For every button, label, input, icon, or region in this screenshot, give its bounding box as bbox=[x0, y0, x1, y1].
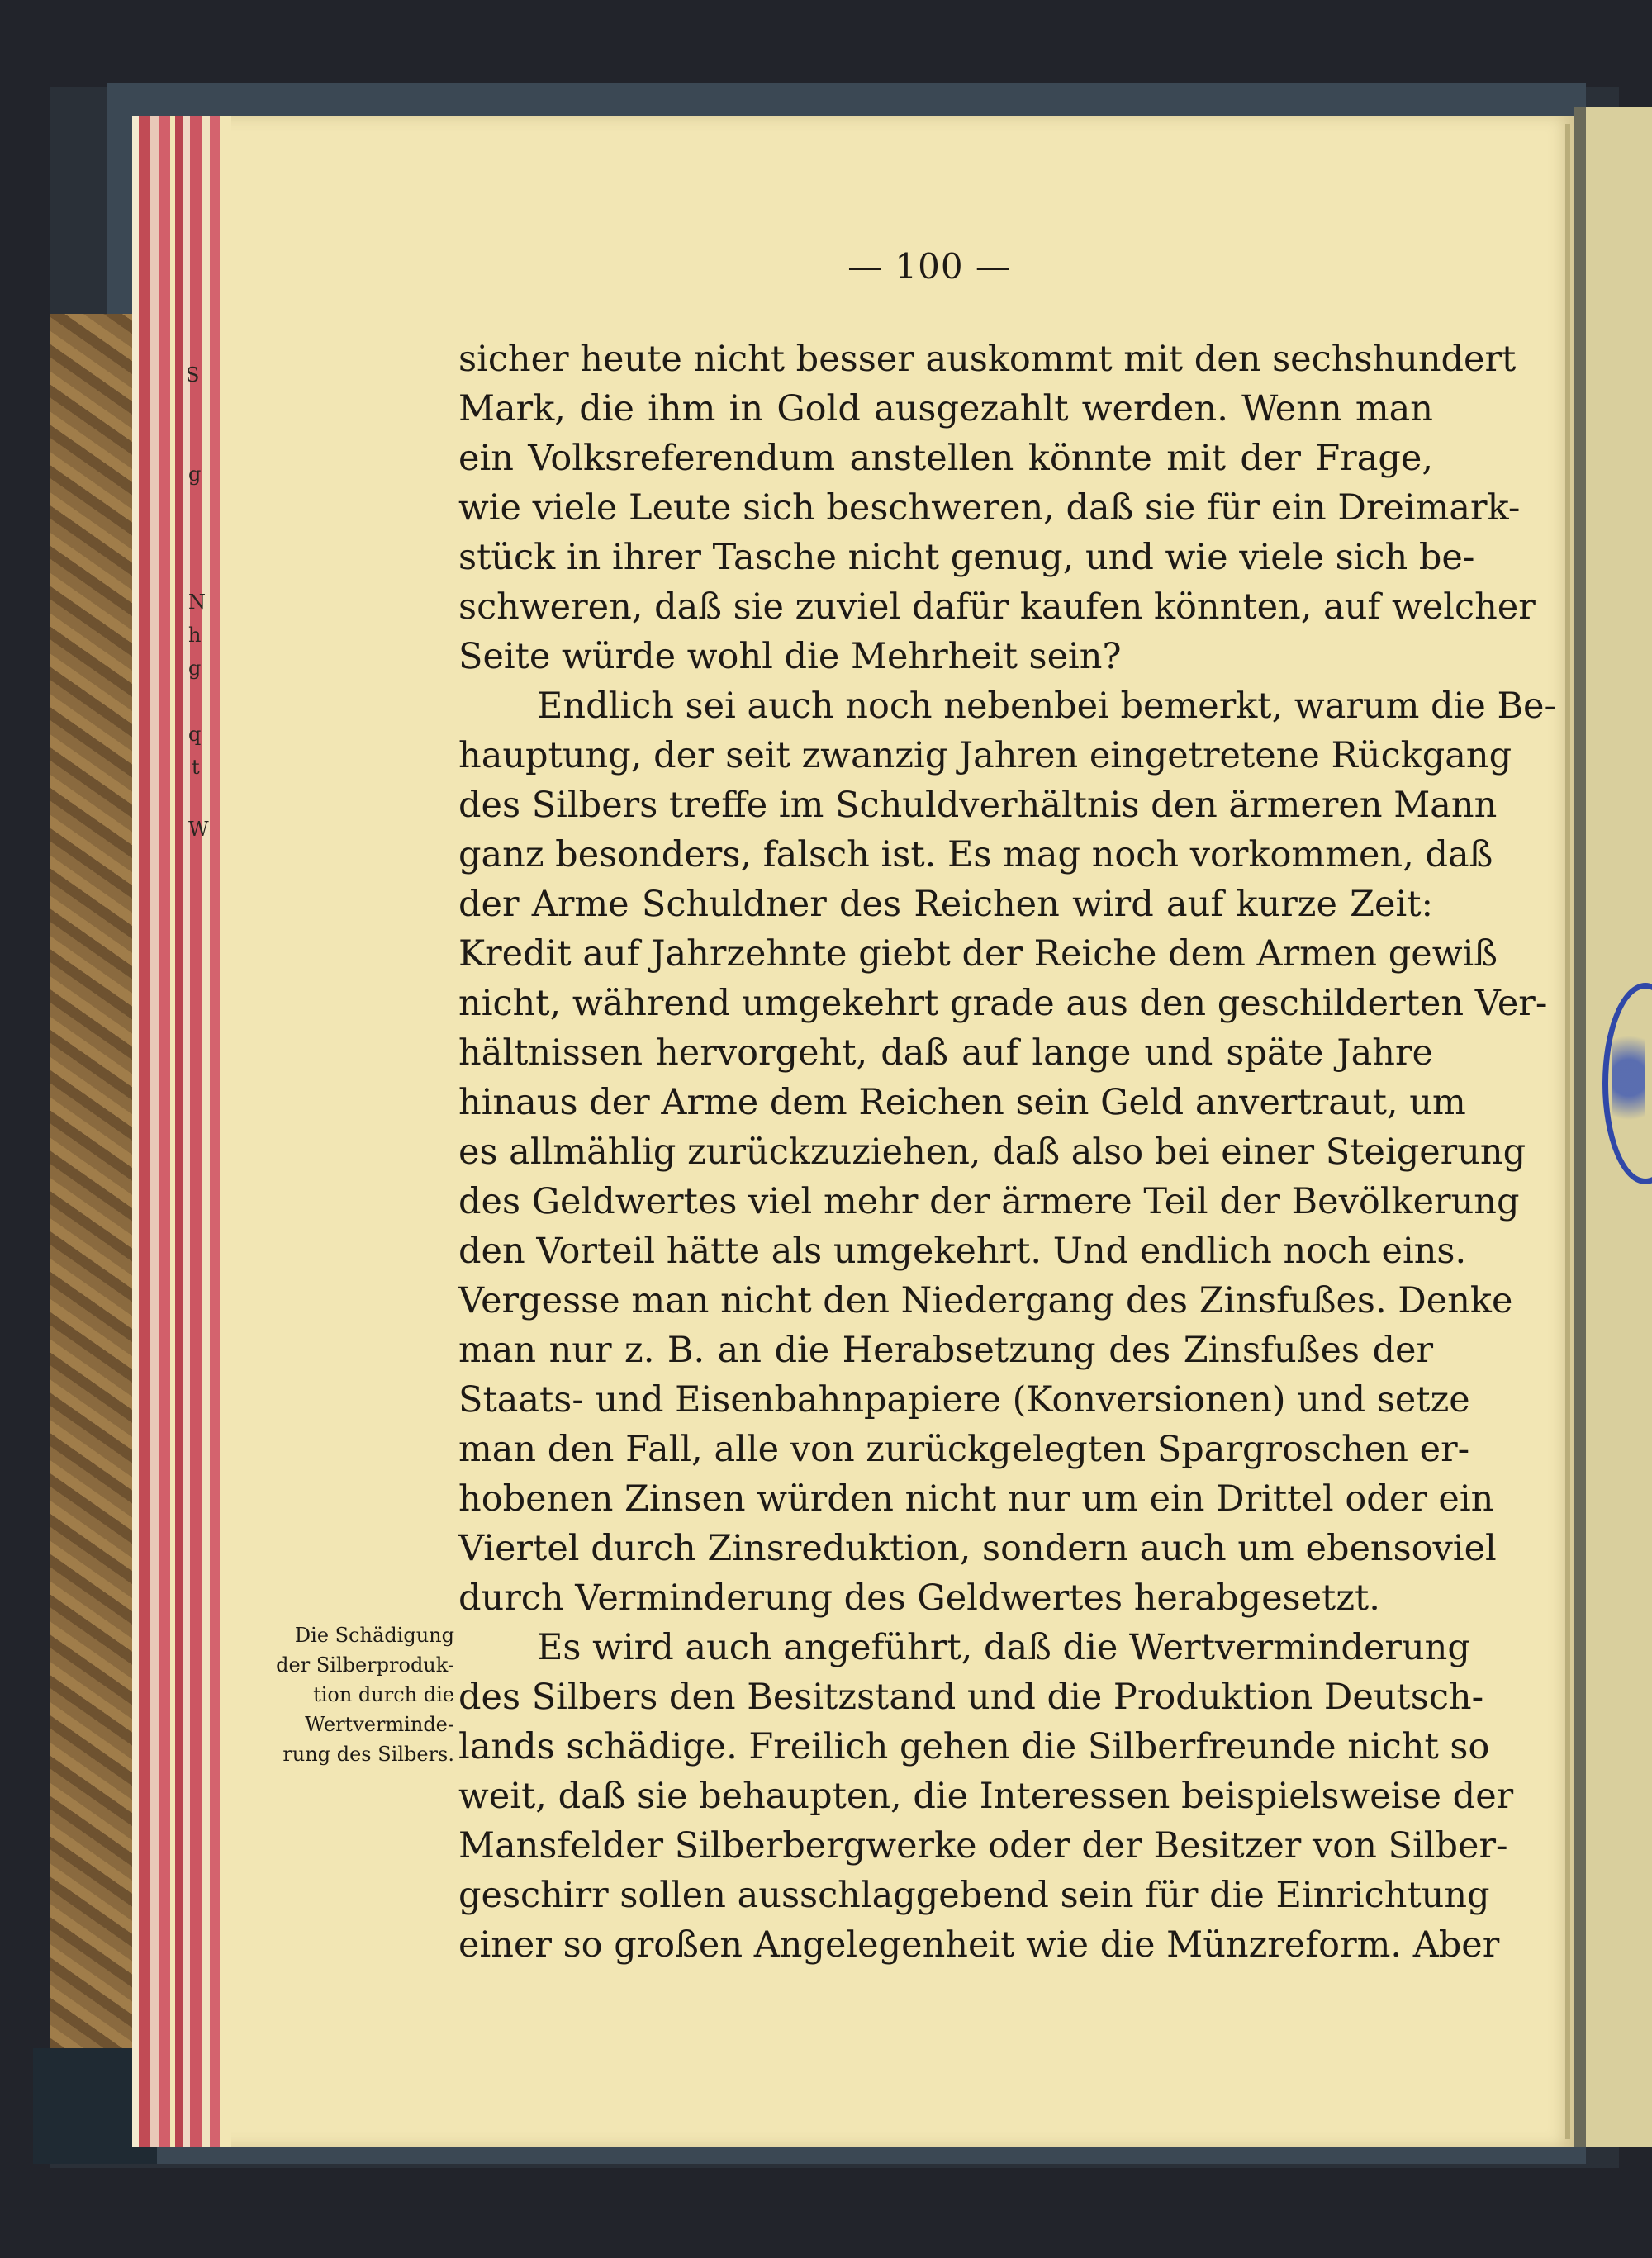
left-page-fragment: q bbox=[188, 723, 202, 746]
margin-note-line: tion durch die bbox=[313, 1683, 454, 1706]
text-line: man den Fall, alle von zurückgelegten Spargroschen er- bbox=[458, 1429, 1470, 1470]
left-page-fragment: t bbox=[192, 756, 200, 779]
margin-note-line: rung des Silbers. bbox=[282, 1743, 454, 1766]
margin-note bbox=[248, 1620, 454, 1769]
text-line: ganz besonders, falsch ist. Es mag noch vorkommen, daß bbox=[458, 834, 1493, 875]
page-edge-stack bbox=[132, 116, 264, 2147]
body-text bbox=[458, 334, 1557, 1970]
text-line: hobenen Zinsen würden nicht nur um ein Drittel oder ein bbox=[458, 1478, 1494, 1520]
margin-note-line: Die Schädigung bbox=[294, 1624, 454, 1647]
text-line: Seite würde wohl die Mehrheit sein? bbox=[458, 636, 1122, 677]
text-line: des Silbers treffe im Schuldverhältnis den ärmeren Mann bbox=[458, 785, 1498, 826]
left-page-fragment: g bbox=[188, 657, 202, 680]
text-line: Vergesse man nicht den Niedergang des Zinsfußes. Denke bbox=[458, 1280, 1513, 1321]
text-line: der Arme Schuldner des Reichen wird auf kurze Zeit: bbox=[458, 884, 1433, 925]
library-stamp-ink bbox=[1612, 1020, 1645, 1136]
text-line: Viertel durch Zinsreduktion, sondern auch um ebensoviel bbox=[458, 1528, 1497, 1569]
text-line: weit, daß sie behaupten, die Interessen beispielsweise der bbox=[458, 1776, 1514, 1817]
left-page-fragment: N bbox=[188, 591, 206, 614]
page-fold-shadow bbox=[1565, 124, 1570, 2139]
text-line: hauptung, der seit zwanzig Jahren eingetretene Rückgang bbox=[458, 735, 1512, 776]
page-number: — 100 — bbox=[847, 246, 1011, 287]
text-line: schweren, daß sie zuviel dafür kaufen könnten, auf welcher bbox=[458, 586, 1536, 628]
text-line: Mansfelder Silberbergwerke oder der Besitzer von Silber- bbox=[458, 1825, 1508, 1867]
text-line: stück in ihrer Tasche nicht genug, und wie viele sich be- bbox=[458, 537, 1475, 578]
text-line: Endlich sei auch noch nebenbei bemerkt, warum die Be- bbox=[537, 685, 1557, 727]
text-line: des Geldwertes viel mehr der ärmere Teil der Bevölkerung bbox=[458, 1181, 1520, 1222]
text-line: Es wird auch angeführt, daß die Wertverminderung bbox=[537, 1627, 1470, 1668]
text-line: wie viele Leute sich beschweren, daß sie für ein Dreimark- bbox=[458, 487, 1521, 529]
text-line: sicher heute nicht besser auskommt mit den sechshundert bbox=[458, 339, 1517, 380]
margin-note-line: der Silberproduk- bbox=[276, 1653, 454, 1677]
text-line: es allmählig zurückzuziehen, daß also bei einer Steigerung bbox=[458, 1131, 1526, 1173]
text-line: hältnissen hervorgeht, daß auf lange und späte Jahre bbox=[458, 1032, 1433, 1074]
text-line: einer so großen Angelegenheit wie die Münzreform. Aber bbox=[458, 1924, 1500, 1966]
text-line: hinaus der Arme dem Reichen sein Geld anvertraut, um bbox=[458, 1082, 1466, 1123]
left-page-fragment: S bbox=[186, 363, 200, 387]
text-line: man nur z. B. an die Herabsetzung des Zinsfußes der bbox=[458, 1330, 1433, 1371]
text-line: geschirr sollen ausschlaggebend sein für die Einrichtung bbox=[458, 1875, 1490, 1916]
left-page-fragment: g bbox=[188, 463, 202, 486]
text-line: ein Volksreferendum anstellen könnte mit der Frage, bbox=[458, 438, 1433, 479]
text-line: Staats- und Eisenbahnpapiere (Konversionen) und setze bbox=[458, 1379, 1470, 1421]
text-line: den Vorteil hätte als umgekehrt. Und endlich noch eins. bbox=[458, 1231, 1467, 1272]
text-line: durch Verminderung des Geldwertes herabgesetzt. bbox=[458, 1577, 1380, 1619]
text-line: des Silbers den Besitzstand und die Produktion Deutsch- bbox=[458, 1677, 1484, 1718]
left-page-fragment: h bbox=[188, 624, 202, 647]
left-page-fragment: W bbox=[188, 818, 209, 841]
text-line: nicht, während umgekehrt grade aus den geschilderten Ver- bbox=[458, 983, 1548, 1024]
text-line: Kredit auf Jahrzehnte giebt der Reiche dem Armen gewiß bbox=[458, 933, 1498, 975]
margin-note-line: Wertverminde- bbox=[305, 1713, 454, 1736]
text-line: Mark, die ihm in Gold ausgezahlt werden. Wenn man bbox=[458, 388, 1433, 429]
text-line: lands schädige. Freilich gehen die Silberfreunde nicht so bbox=[458, 1726, 1490, 1767]
